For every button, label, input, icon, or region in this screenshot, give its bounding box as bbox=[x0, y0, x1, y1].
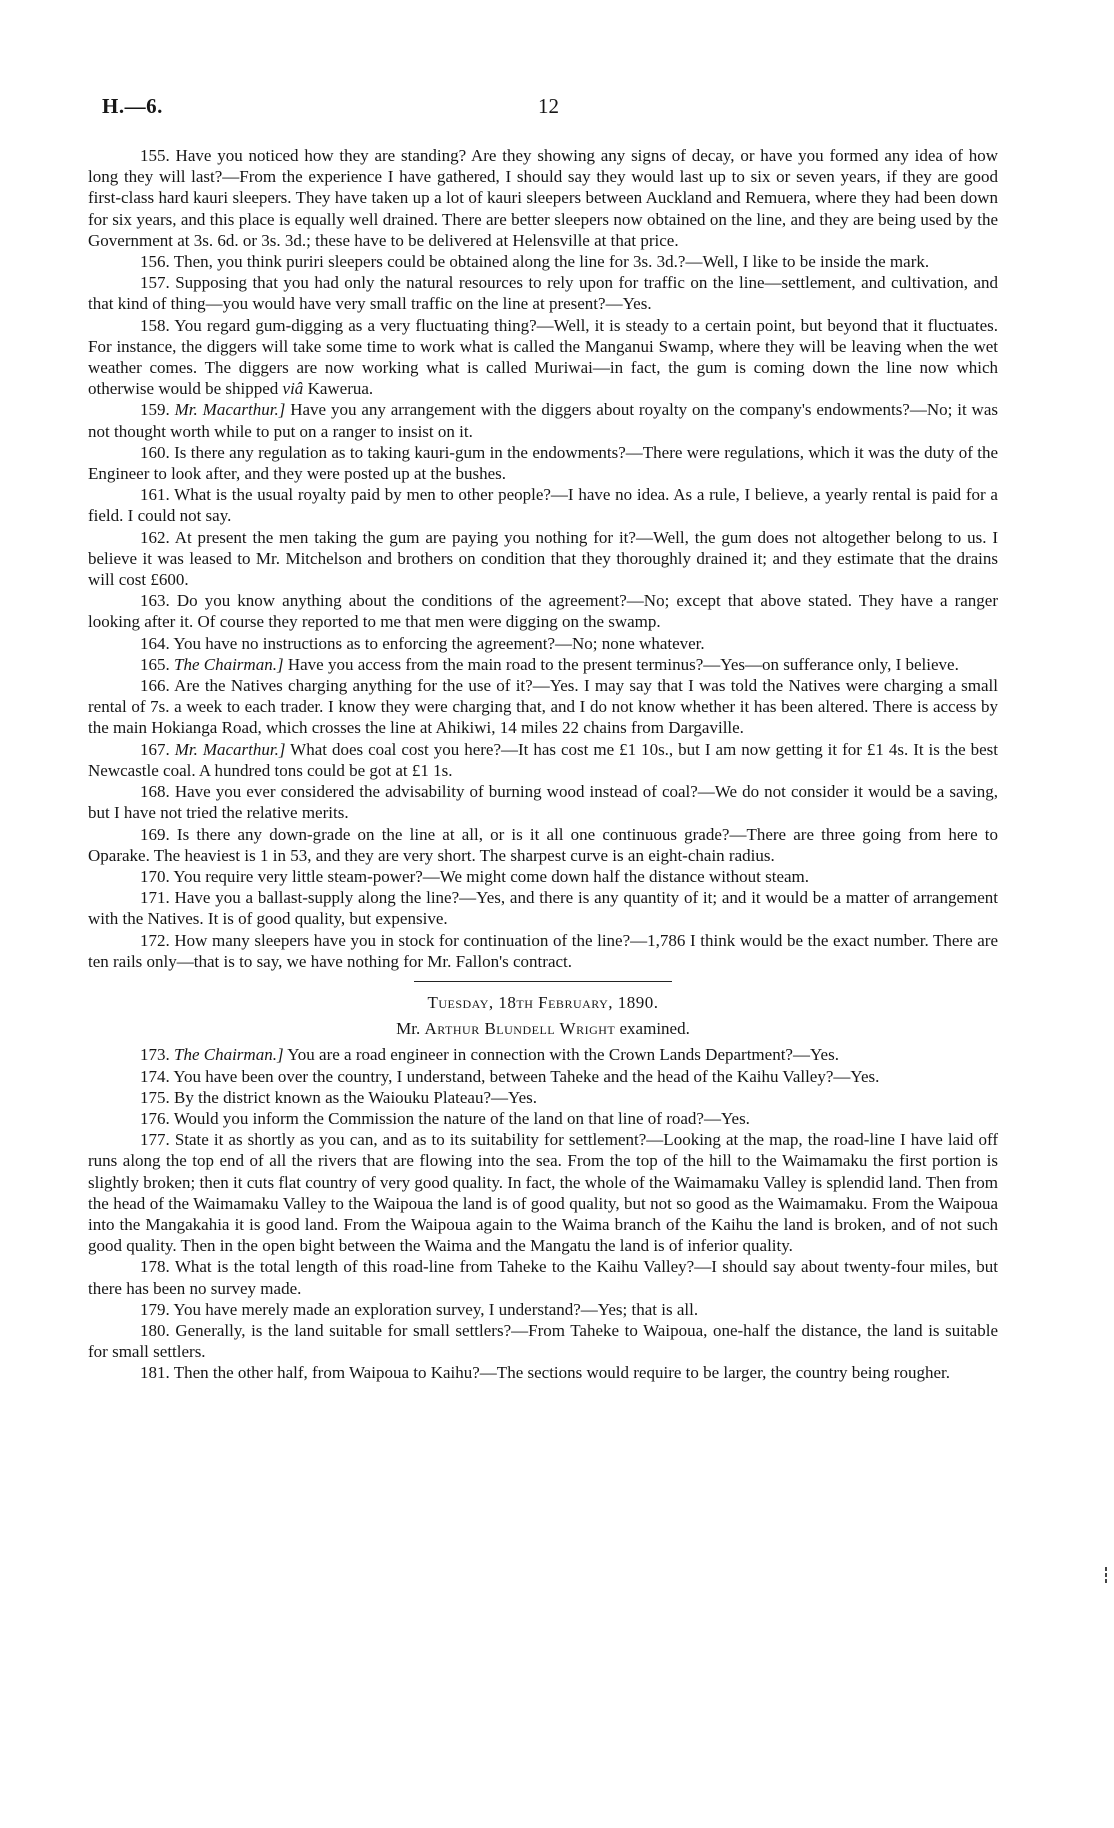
question-text: You have no instructions as to enforcing the agreement?—No; none whatever. bbox=[173, 633, 705, 653]
question-text: By the district known as the Waiouku Plateau?—Yes. bbox=[174, 1087, 537, 1107]
page-body bbox=[88, 145, 998, 1384]
speaker: The Chairman.] bbox=[174, 1045, 284, 1065]
question-paragraph bbox=[88, 272, 998, 314]
question-paragraph bbox=[88, 887, 998, 929]
question-text: At present the men taking the gum are paying you nothing for it?—Well, the gum does not altogether belong to us. I believe it was leased to Mr. Mitchelson and brothers on condition that they thoroughly drained it; and they estimate that the drains will cost £600. bbox=[88, 527, 999, 590]
question-number: 162. bbox=[140, 527, 170, 547]
question-paragraph bbox=[88, 145, 998, 251]
question-text: You regard gum-digging as a very fluctuating thing?—Well, it is steady to a certain point, but beyond that it fluctuates. For instance, the diggers will take some time to work what is called the Manganui Swamp, where they will be leaving when the wet weather comes. The diggers are now working what is called Muriwai—in fact, the gum is coming down the line now which otherwise would be shipped bbox=[88, 315, 998, 399]
question-number: 178. bbox=[140, 1257, 170, 1277]
question-paragraph bbox=[88, 1299, 998, 1320]
question-number: 176. bbox=[140, 1108, 170, 1128]
question-paragraph bbox=[88, 739, 998, 781]
question-paragraph bbox=[88, 399, 998, 441]
question-text: Would you inform the Commission the nature of the land on that line of road?—Yes. bbox=[173, 1108, 750, 1128]
question-number: 155. bbox=[140, 146, 170, 165]
date-heading: Tuesday, 18th February, 1890. bbox=[427, 992, 659, 1012]
section-divider bbox=[414, 981, 672, 982]
examination-continued bbox=[88, 145, 998, 972]
witness-prefix: Mr. bbox=[396, 1019, 421, 1039]
question-paragraph bbox=[88, 824, 998, 866]
question-text: Are the Natives charging anything for the use of it?—Yes. I may say that I was told the Natives were charging a small rental of 7s. a week to each trader. I know they were charging that, and I do not know whether it has been altered. There is access by the main Hokianga Road, which crosses the line at Ahikiwi, 14 miles 22 chains from Dargaville. bbox=[88, 676, 998, 738]
question-paragraph bbox=[88, 1129, 998, 1256]
speaker: Mr. Macarthur.] bbox=[174, 400, 286, 420]
question-number: 159. bbox=[140, 400, 170, 420]
question-text: You are a road engineer in connection with the Crown Lands Department?—Yes. bbox=[287, 1045, 839, 1065]
question-paragraph bbox=[88, 527, 998, 591]
question-number: 181. bbox=[140, 1363, 170, 1383]
question-text: Then the other half, from Waipoua to Kaihu?—The sections would require to be larger, the country being rougher. bbox=[173, 1363, 950, 1383]
question-number: 163. bbox=[140, 591, 170, 611]
question-paragraph bbox=[88, 654, 998, 675]
question-paragraph bbox=[88, 1066, 998, 1087]
question-paragraph bbox=[88, 781, 998, 823]
page-header bbox=[102, 94, 1002, 124]
question-number: 157. bbox=[140, 273, 170, 293]
question-text: Supposing that you had only the natural resources to rely upon for traffic on the line—settlement, and cultivation, and that kind of thing—you would have very small traffic on the line at present?—Yes. bbox=[88, 273, 999, 314]
examination-wright bbox=[88, 1044, 998, 1383]
question-paragraph bbox=[88, 930, 998, 972]
question-text: State it as shortly as you can, and as to its suitability for settlement?—Looking at the map, the road-line I have laid off runs along the top end of all the rivers that are flowing into the sea. From the top of the hill to the Waimamaku the first portion is slightly broken; then it cuts flat country of very good quality. In fact, the whole of the Waimamaku Valley is splendid land. Then from the head of the Waimamaku Valley to the Waipoua the land is of good quality, but not so good as the Waimamaku. From the Waipoua into the Mangakahia it is good land. From the Waipoua again to the Waima branch of the Kaihu the land is broken, and of not such good quality. Then in the open bight between the Waima and the Mangatu the land is of inferior quality. bbox=[88, 1130, 998, 1256]
question-number: 175. bbox=[140, 1087, 170, 1107]
question-text: Generally, is the land suitable for small settlers?—From Taheke to Waipoua, one-half the distance, the land is suitable for small settlers. bbox=[88, 1320, 999, 1362]
question-paragraph bbox=[88, 633, 998, 654]
question-paragraph bbox=[88, 484, 998, 526]
question-number: 172. bbox=[140, 930, 170, 950]
question-number: 177. bbox=[140, 1130, 170, 1150]
witness-heading bbox=[88, 1018, 998, 1039]
question-text: How many sleepers have you in stock for continuation of the line?—1,786 I think would be the exact number. There are ten rails only—that is to say, we have nothing for Mr. Fallon's contract. bbox=[88, 930, 999, 971]
question-text: Is there any regulation as to taking kauri-gum in the endowments?—There were regulations, which it was the duty of the Engineer to look after, and they were posted up at the bushes. bbox=[88, 442, 999, 484]
emphasis: viâ bbox=[282, 379, 304, 399]
question-text: You have merely made an exploration survey, I understand?—Yes; that is all. bbox=[173, 1299, 699, 1319]
question-text: You require very little steam-power?—We might come down half the distance without steam. bbox=[173, 866, 810, 886]
question-text: What does coal cost you here?—It has cost me £1 10s., but I am now getting it for £1 4s. It is the best Newcastle coal. A hundred tons could be got at £1 1s. bbox=[88, 739, 998, 780]
question-number: 161. bbox=[140, 485, 170, 505]
question-number: 173. bbox=[140, 1045, 170, 1065]
witness-name: Arthur Blundell Wright bbox=[424, 1019, 616, 1039]
question-text: Is there any down-grade on the line at all, or is it all one continuous grade?—There are three going from here to Oparake. The heaviest is 1 in 53, and they are very short. The sharpest curve is an eight-chain radius. bbox=[88, 824, 999, 865]
question-paragraph bbox=[88, 442, 998, 484]
question-text: Have you access from the main road to the present terminus?—Yes—on sufferance only, I believe. bbox=[287, 654, 959, 674]
question-paragraph bbox=[88, 590, 998, 632]
question-text: Have you noticed how they are standing? Are they showing any signs of decay, or have you formed any idea of how long they will last?—From the experience I have gathered, I should say they would last up to six or seven years, if they are good first-class hard kauri sleepers. They have taken up a lot of kauri sleepers between Auckland and Remuera, where they had been down for six years, and this place is equally well drained. There are better sleepers now obtained on the line, and they are being used by the Government at 3s. 6d. or 3s. 3d.; these have to be delivered at Helensville at that price. bbox=[88, 146, 999, 250]
question-text: Then, you think puriri sleepers could be obtained along the line for 3s. 3d.?—Well, I like to be inside the mark. bbox=[173, 252, 930, 272]
question-text: Have you any arrangement with the diggers about royalty on the company's endowments?—No; it was not thought worth while to put on a ranger to insist on it. bbox=[88, 400, 998, 441]
question-paragraph bbox=[88, 1108, 998, 1129]
question-paragraph bbox=[88, 315, 998, 400]
question-number: 165. bbox=[140, 654, 170, 674]
question-paragraph bbox=[88, 866, 998, 887]
question-number: 156. bbox=[140, 252, 170, 272]
page-number: 12 bbox=[538, 94, 559, 118]
question-text: Have you a ballast-supply along the line?—Yes, and there is any quantity of it; and it would be a matter of arrangement with the Natives. It is of good quality, but expensive. bbox=[88, 888, 999, 929]
question-paragraph bbox=[88, 675, 998, 739]
question-number: 180. bbox=[140, 1320, 170, 1340]
question-number: 166. bbox=[140, 676, 170, 696]
question-number: 167. bbox=[140, 739, 170, 759]
question-text: What is the total length of this road-line from Taheke to the Kaihu Valley?—I should say about twenty-four miles, but there has been no survey made. bbox=[88, 1257, 998, 1298]
speaker: Mr. Macarthur.] bbox=[174, 739, 286, 759]
question-number: 168. bbox=[140, 782, 170, 802]
question-text: Do you know anything about the conditions of the agreement?—No; except that above stated. They have a ranger looking after it. Of course they reported to me that men were digging on the swamp. bbox=[88, 591, 998, 632]
question-text: Have you ever considered the advisability of burning wood instead of coal?—We do not consider it would be a saving, but I have not tried the relative merits. bbox=[88, 782, 998, 823]
question-number: 158. bbox=[140, 315, 170, 335]
question-paragraph bbox=[88, 1044, 998, 1065]
question-number: 164. bbox=[140, 633, 170, 653]
question-paragraph bbox=[88, 1087, 998, 1108]
question-number: 171. bbox=[140, 888, 170, 908]
witness-suffix: examined. bbox=[619, 1019, 690, 1039]
question-number: 174. bbox=[140, 1066, 170, 1086]
question-paragraph bbox=[88, 1256, 998, 1298]
question-number: 179. bbox=[140, 1299, 170, 1319]
question-text-end: Kawerua. bbox=[307, 379, 374, 399]
question-paragraph bbox=[88, 251, 998, 272]
question-paragraph bbox=[88, 1362, 998, 1383]
question-paragraph bbox=[88, 1320, 998, 1362]
margin-mark bbox=[1104, 1565, 1108, 1585]
question-text: What is the usual royalty paid by men to other people?—I have no idea. As a rule, I believe, a yearly rental is paid for a field. I could not say. bbox=[88, 485, 998, 526]
question-text: You have been over the country, I understand, between Taheke and the head of the Kaihu Valley?—Yes. bbox=[173, 1066, 880, 1086]
document-code: H.—6. bbox=[102, 94, 163, 118]
speaker: The Chairman.] bbox=[174, 654, 284, 674]
question-number: 170. bbox=[140, 866, 170, 886]
question-number: 169. bbox=[140, 824, 170, 844]
question-number: 160. bbox=[140, 442, 170, 462]
